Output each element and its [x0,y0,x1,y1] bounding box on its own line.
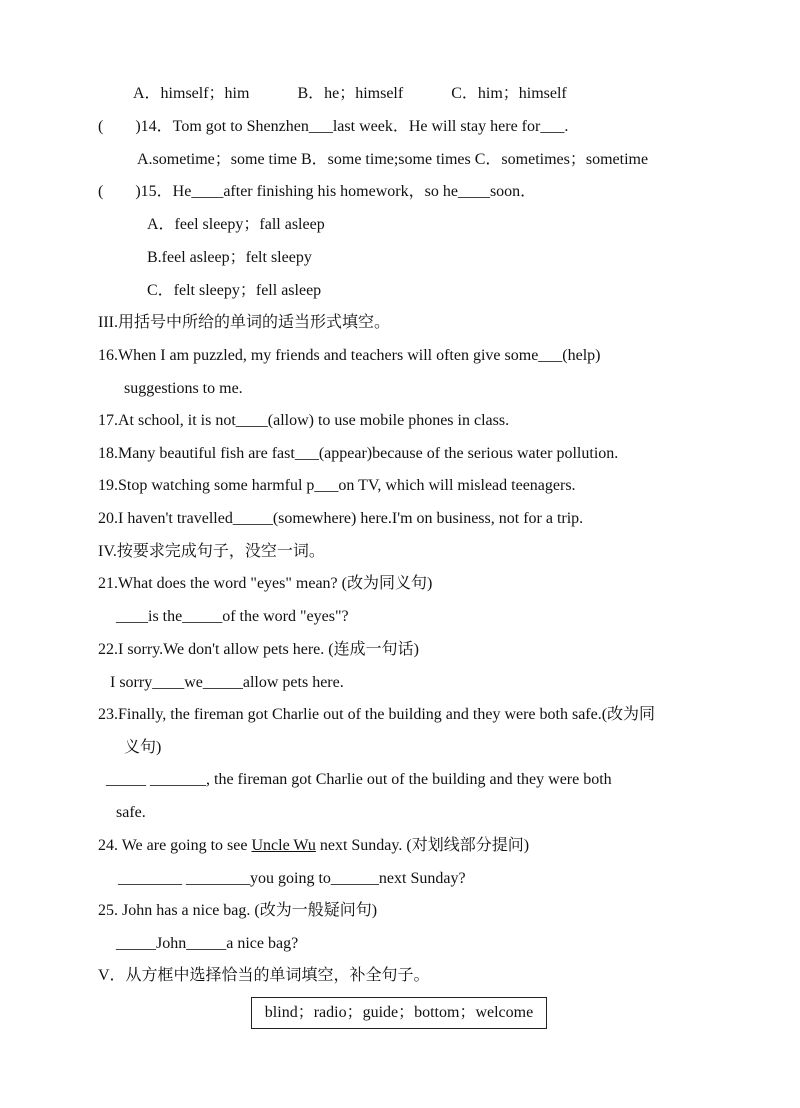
question-24-post: next Sunday. (对划线部分提问) [315,837,530,854]
underlined-phrase: Uncle Wu [251,837,316,854]
section-5-heading: V．从方框中选择恰当的单词填空，补全句子。 [98,967,430,984]
q13-options: A．himself；him B．he；himself C．him；himself [133,85,567,102]
question-23-answer: _____ _______, the fireman got Charlie out of the building and they were both [106,771,612,788]
question-16: 16.When I am puzzled, my friends and teachers will often give some___(help) [98,347,601,364]
word-box: blind；radio；guide；bottom；welcome [251,997,547,1029]
q15-option-a: A．feel sleepy；fall asleep [147,216,325,233]
question-25: 25. John has a nice bag. (改为一般疑问句) [98,902,378,919]
question-14: ( )14．Tom got to Shenzhen___last week．He will stay here for___. [98,118,569,135]
section-3-heading: III.用括号中所给的单词的适当形式填空。 [98,314,390,331]
question-17: 17.At school, it is not____(allow) to use mobile phones in class. [98,412,510,429]
question-19: 19.Stop watching some harmful p___on TV, which will mislead teenagers. [98,477,576,494]
question-24 [98,836,529,856]
question-20: 20.I haven't travelled_____(somewhere) here.I'm on business, not for a trip. [98,510,584,527]
question-25-answer: _____John_____a nice bag? [116,935,299,952]
question-21-answer: ____is the_____of the word "eyes"? [116,608,349,625]
question-22-answer: I sorry____we_____allow pets here. [110,674,344,691]
question-23: 23.Finally, the fireman got Charlie out of the building and they were both safe.(改为同 [98,706,656,723]
q15-option-c: C．felt sleepy；fell asleep [147,282,322,299]
question-23-cont: 义句) [124,739,162,756]
question-24-pre: 24. We are going to see [98,837,252,854]
question-16-cont: suggestions to me. [124,380,243,397]
q15-option-b: B.feel asleep；felt sleepy [147,249,312,266]
question-22: 22.I sorry.We don't allow pets here. (连成一句话) [98,641,419,658]
section-4-heading: IV.按要求完成句子，没空一词。 [98,543,325,560]
question-18: 18.Many beautiful fish are fast___(appear)because of the serious water pollution. [98,445,619,462]
question-21: 21.What does the word "eyes" mean? (改为同义句) [98,575,433,592]
question-15: ( )15．He____after finishing his homework，so he____soon． [98,183,537,200]
q14-options: A.sometime；some time B．some time;some times C．sometimes；sometime [137,151,649,168]
question-23-answer-cont: safe. [116,804,146,821]
question-24-answer: ________ ________you going to______next Sunday? [118,870,466,887]
